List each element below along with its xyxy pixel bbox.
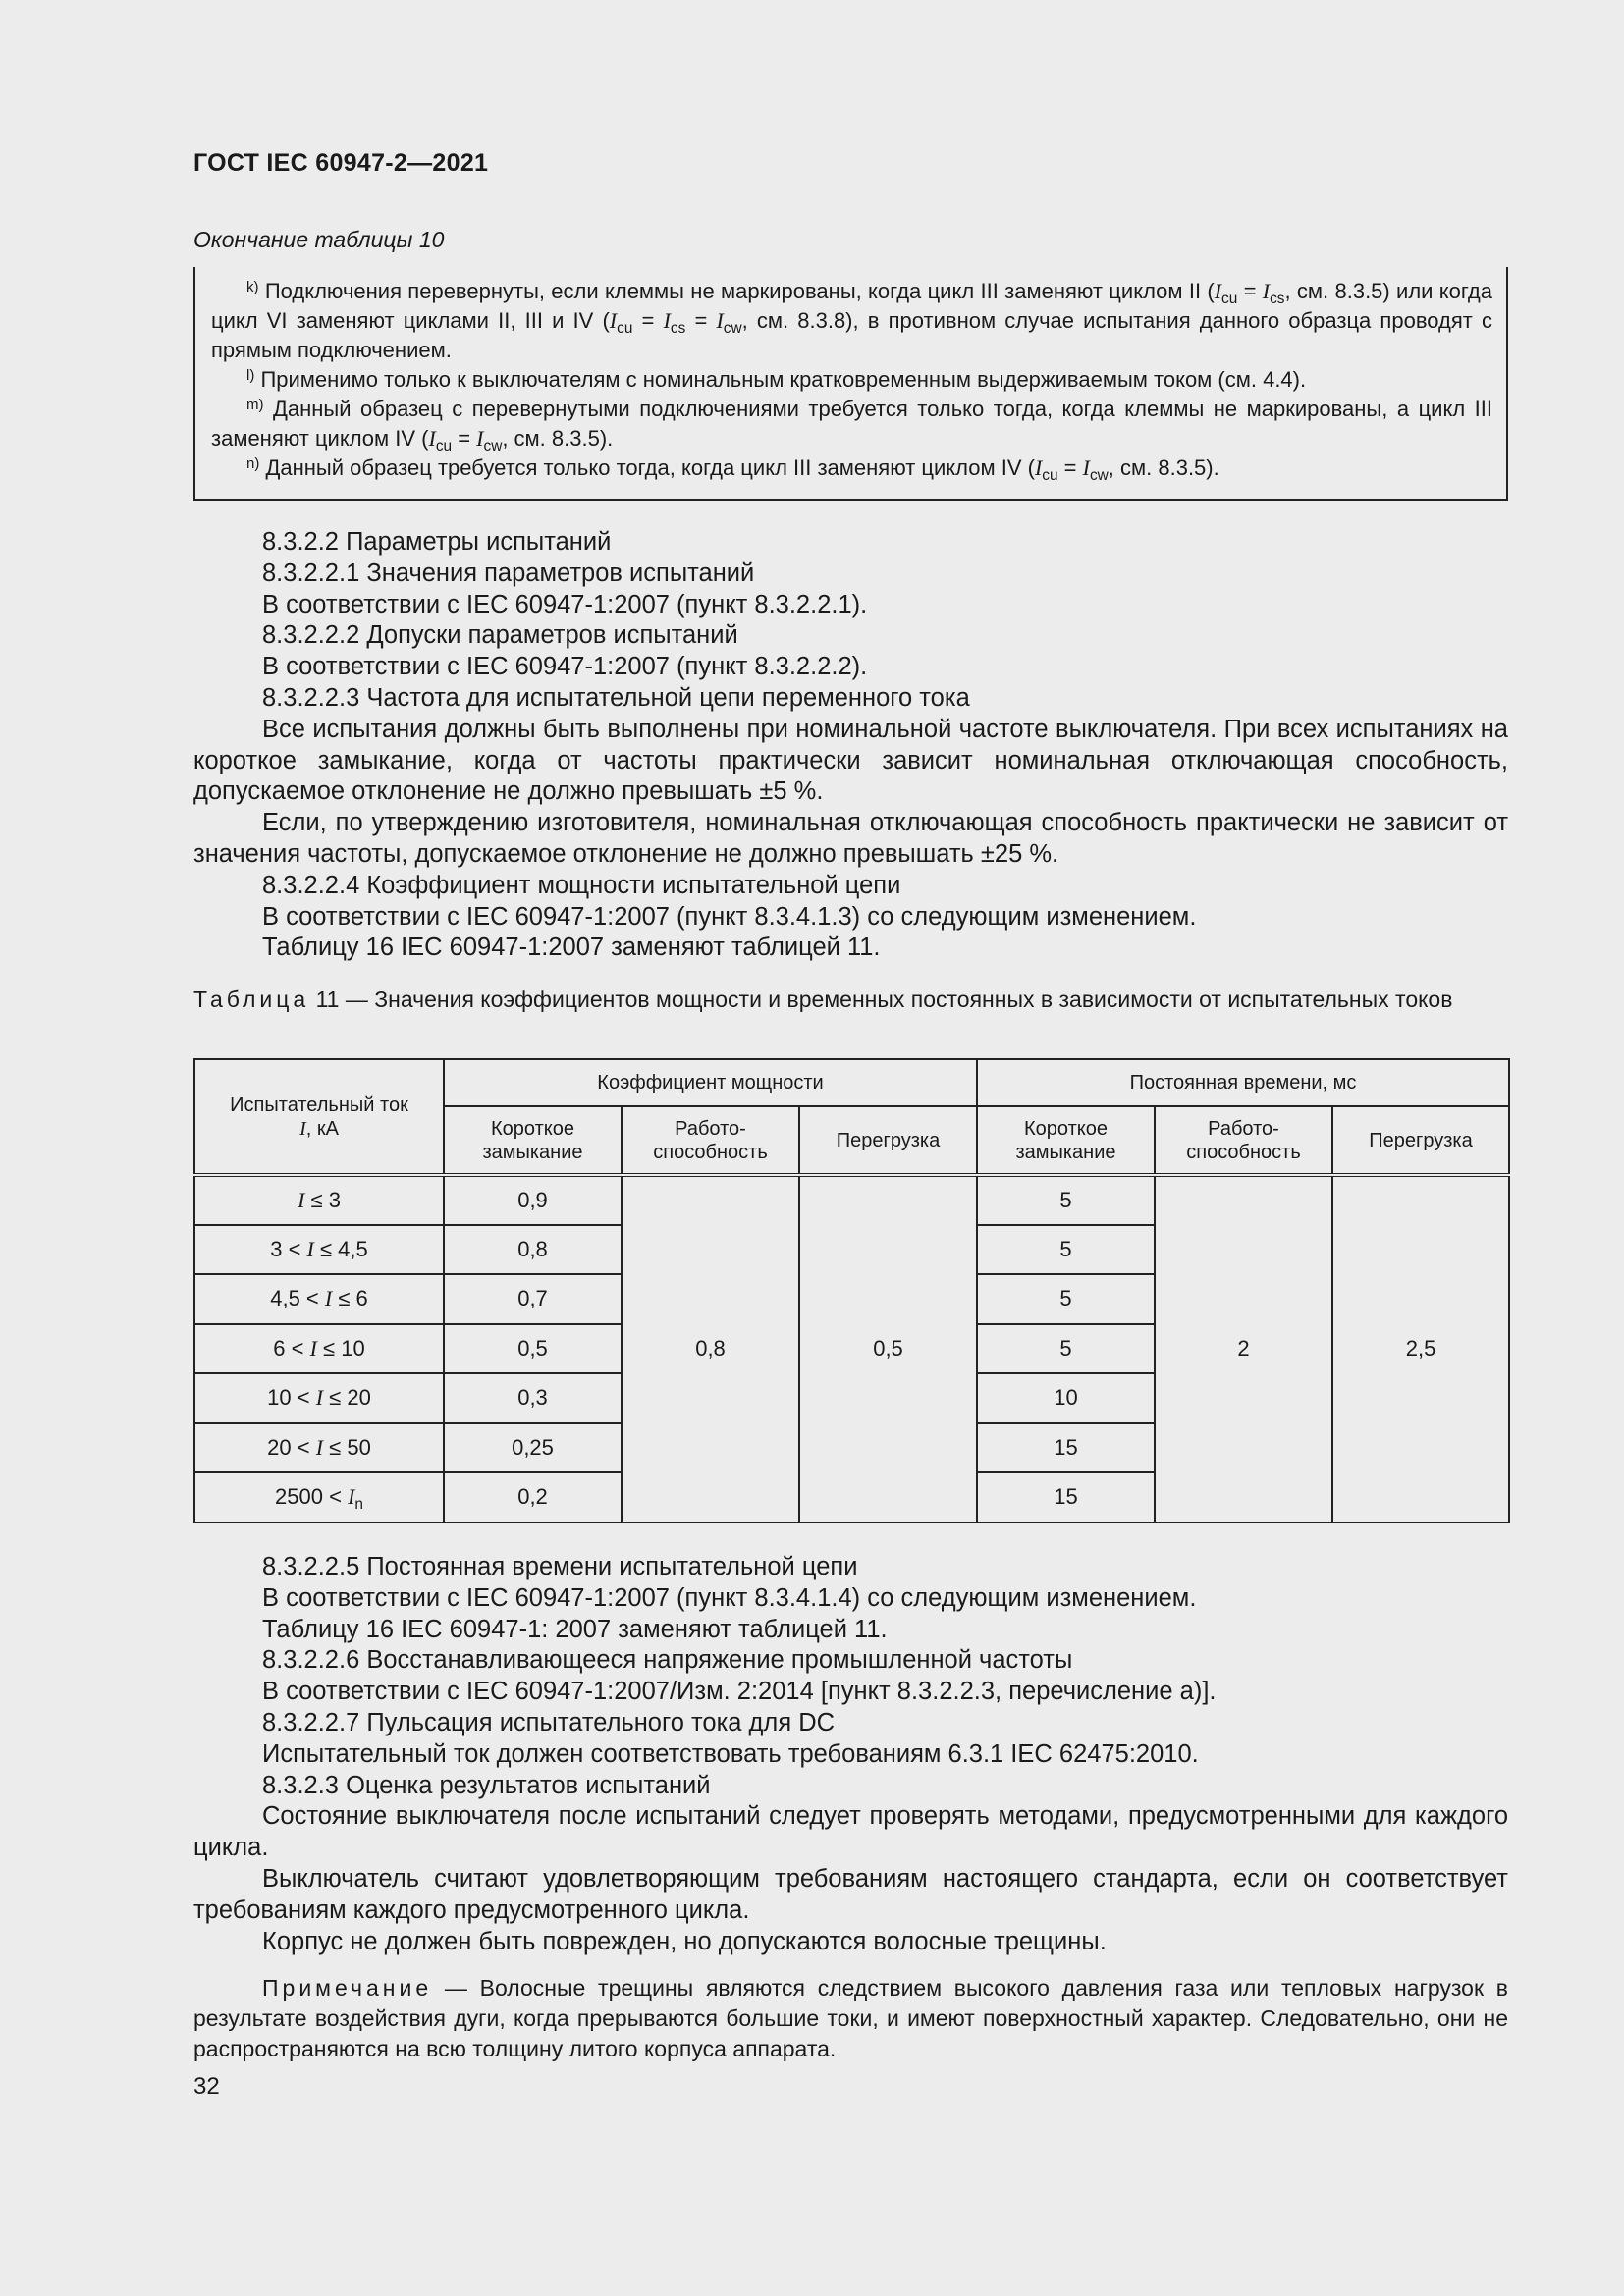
current-range-cell: I ≤ 3 <box>194 1175 444 1225</box>
header-short-circuit: Короткое замыкание <box>444 1106 622 1175</box>
tc-overload-cell: 2,5 <box>1332 1175 1509 1522</box>
heading-8-3-2-2-6: 8.3.2.2.6 Восстанавливающееся напряжение промышленной частоты <box>262 1646 1073 1675</box>
header-time-constant: Постоянная времени, мс <box>977 1059 1509 1106</box>
current-range-cell: 4,5 < I ≤ 6 <box>194 1274 444 1324</box>
pf-short-circuit-cell: 0,8 <box>444 1225 622 1275</box>
heading-8-3-2-2-1: 8.3.2.2.1 Значения параметров испытаний <box>262 559 755 587</box>
heading-8-3-2-2: 8.3.2.2 Параметры испытаний <box>262 528 612 556</box>
footnote-m: $^{m)}$ Данный образец с перевернутыми подключениями требуется только тогда, когда клеммы не маркированы, а цикл III заменяют циклом IV ($I_{cu} = I_{cw}$, см. 8.3.5). <box>211 397 1492 454</box>
heading-8-3-2-2-3: 8.3.2.2.3 Частота для испытательной цепи переменного тока <box>262 683 970 712</box>
table-10-footnotes <box>193 267 1508 501</box>
paragraph: В соответствии с IEC 60947-1:2007 (пункт 8.3.2.2.1). <box>262 590 868 618</box>
paragraph: Выключатель считают удовлетворяющим требованиям настоящего стандарта, если он соответствует требованиям каждого предусмотренного цикла. <box>193 1864 1508 1924</box>
pf-short-circuit-cell: 0,9 <box>444 1175 622 1225</box>
heading-8-3-2-2-7: 8.3.2.2.7 Пульсация испытательного тока для DC <box>262 1708 836 1736</box>
paragraph: Состояние выключателя после испытаний следует проверять методами, предусмотренными для каждого цикла. <box>193 1802 1508 1862</box>
tc-short-circuit-cell: 15 <box>977 1472 1155 1522</box>
heading-8-3-2-2-2: 8.3.2.2.2 Допуски параметров испытаний <box>262 621 738 650</box>
pf-short-circuit-cell: 0,5 <box>444 1324 622 1374</box>
note: Примечание — Волосные трещины являются следствием высокого давления газа или тепловых нагрузок в результате воздействия дуги, когда прерываются большие токи, и имеют поверхностный характер. Следовательно, они не распространяются на всю толщину литого корпуса аппарата. <box>193 1975 1508 2061</box>
paragraph: В соответствии с IEC 60947-1:2007 (пункт 8.3.2.2.2). <box>262 653 868 681</box>
heading-8-3-2-2-5: 8.3.2.2.5 Постоянная времени испытательной цепи <box>262 1553 858 1580</box>
table-11 <box>193 1058 1510 1523</box>
tc-short-circuit-cell: 10 <box>977 1373 1155 1423</box>
header-short-circuit: Короткое замыкание <box>977 1106 1155 1175</box>
current-range-cell: 6 < I ≤ 10 <box>194 1324 444 1374</box>
header-test-current: Испытательный ток I, кА <box>194 1059 444 1175</box>
paragraph: Корпус не должен быть поврежден, но допускаются волосные трещины. <box>262 1927 1107 1955</box>
paragraph: Таблицу 16 IEC 60947-1: 2007 заменяют таблицей 11. <box>262 1615 888 1643</box>
header-operational: Работо- способность <box>622 1106 799 1175</box>
header-power-factor: Коэффициент мощности <box>444 1059 977 1106</box>
footnote-n: $^{n)}$ Данный образец требуется только тогда, когда цикл III заменяют циклом IV ($I_{cu} = I_{cw}$, см. 8.3.5). <box>246 455 1219 484</box>
footnote-l: $^{l)}$ Применимо только к выключателям с номинальным кратковременным выдерживаемым током (см. 4.4). <box>246 367 1307 392</box>
pf-operational-cell: 0,8 <box>622 1175 799 1522</box>
paragraph: В соответствии с IEC 60947-1:2007 (пункт 8.3.4.1.3) со следующим изменением. <box>262 902 1197 931</box>
tc-short-circuit-cell: 5 <box>977 1225 1155 1275</box>
paragraph: Таблицу 16 IEC 60947-1:2007 заменяют таблицей 11. <box>262 934 881 962</box>
tc-operational-cell: 2 <box>1155 1175 1332 1522</box>
section-8-3-2-2-5 <box>193 1552 1508 1957</box>
tc-short-circuit-cell: 15 <box>977 1423 1155 1473</box>
tc-short-circuit-cell: 5 <box>977 1274 1155 1324</box>
pf-short-circuit-cell: 0,7 <box>444 1274 622 1324</box>
paragraph: Испытательный ток должен соответствовать требованиям 6.3.1 IEC 62475:2010. <box>262 1739 1199 1768</box>
pf-short-circuit-cell: 0,25 <box>444 1423 622 1473</box>
pf-short-circuit-cell: 0,3 <box>444 1373 622 1423</box>
pf-overload-cell: 0,5 <box>799 1175 977 1522</box>
header-overload: Перегрузка <box>1332 1106 1509 1175</box>
page-number: 32 <box>193 2073 220 2100</box>
section-8-3-2-2 <box>193 527 1508 964</box>
current-range-cell: 10 < I ≤ 20 <box>194 1373 444 1423</box>
document-header: ГОСТ IEC 60947-2—2021 <box>193 149 489 177</box>
header-operational: Работо- способность <box>1155 1106 1332 1175</box>
pf-short-circuit-cell: 0,2 <box>444 1472 622 1522</box>
paragraph: Все испытания должны быть выполнены при номинальной частоте выключателя. При всех испытаниях на короткое замыкание, когда от частоты практически зависит номинальная отключающая способность, допускаемое отклонение не должно превышать ±5 %. <box>193 715 1508 806</box>
table-11-caption: Таблица 11 — Значения коэффициентов мощности и временных постоянных в зависимости от испытательных токов <box>193 987 1453 1012</box>
footnote-k: $^{k)}$ Подключения перевернуты, если клеммы не маркированы, когда цикл III заменяют циклом II ($I_{cu} = I_{cs}$, см. 8.3.5) или когда цикл VI заменяют циклами II, III и IV ($I_{cu} = I_{cs} = I_{cw}$, см. 8.3.8), в противном случае испытания данного образца проводят с прямым подключением. <box>211 279 1493 362</box>
table-row <box>194 1175 1509 1225</box>
tc-short-circuit-cell: 5 <box>977 1175 1155 1225</box>
paragraph: Если, по утверждению изготовителя, номинальная отключающая способность практически не зависит от значения частоты, допускаемое отклонение не должно превышать ±25 %. <box>193 809 1508 868</box>
current-range-cell: $2500 < I_n$ <box>194 1472 444 1522</box>
header-overload: Перегрузка <box>799 1106 977 1175</box>
heading-8-3-2-2-4: 8.3.2.2.4 Коэффициент мощности испытательной цепи <box>262 871 901 899</box>
paragraph: В соответствии с IEC 60947-1:2007 (пункт 8.3.4.1.4) со следующим изменением. <box>262 1583 1197 1612</box>
paragraph: В соответствии с IEC 60947-1:2007/Изм. 2:2014 [пункт 8.3.2.2.3, перечисление a)]. <box>262 1678 1217 1706</box>
current-range-cell: 3 < I ≤ 4,5 <box>194 1225 444 1275</box>
heading-8-3-2-3: 8.3.2.3 Оценка результатов испытаний <box>262 1771 711 1799</box>
current-range-cell: 20 < I ≤ 50 <box>194 1423 444 1473</box>
tc-short-circuit-cell: 5 <box>977 1324 1155 1374</box>
table-continuation-label: Окончание таблицы 10 <box>193 227 445 252</box>
